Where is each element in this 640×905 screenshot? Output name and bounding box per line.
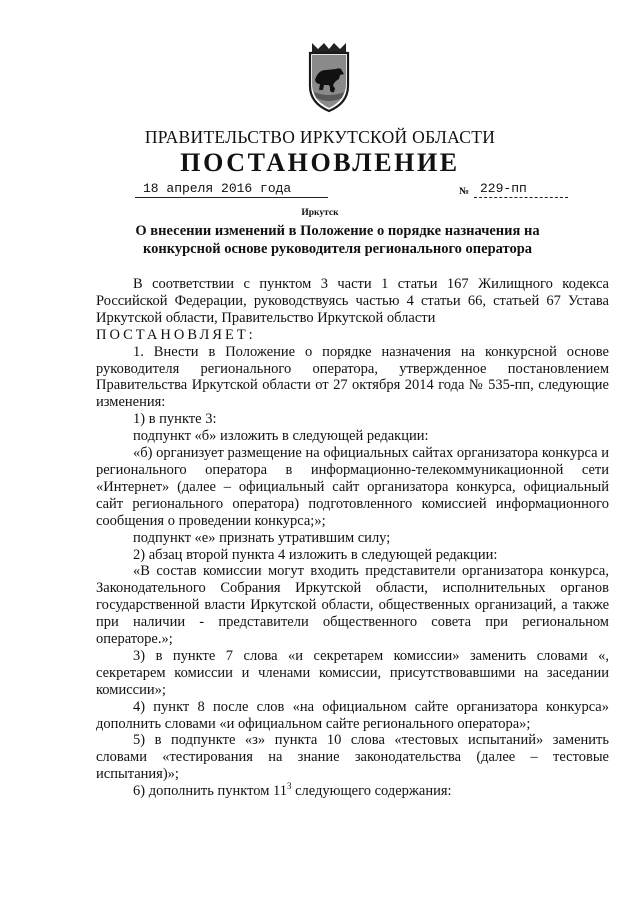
subject-line-1: О внесении изменений в Положение о порядке назначения на	[135, 223, 540, 239]
subitem-2-text: «В состав комиссии могут входить представители организатора конкурса, Законодательного Собрания Иркутской области, исполнительных органов государственной власти Иркутской области, общественных организаций, а также при наличии - представители общественного совета при региональном операторе.»;	[96, 563, 609, 648]
subitem-3-paragraph: 3) в пункте 7 слова «и секретарем комиссии» заменить словами «, секретарем комиссии и членами комиссии, присутствовавшими на заседании комиссии»;	[96, 647, 609, 698]
preamble-paragraph: В соответствии с пунктом 3 части 1 статьи 167 Жилищного кодекса Российской Федерации, руководствуясь частью 4 статьи 66, статьей 67 Устава Иркутской области, Правительство Иркутской области	[96, 276, 609, 326]
subitem-1-b-text: «б) организует размещение на официальных сайтах организатора конкурса и регионального оператора в информационно-телекоммуникационной сети «Интернет» (далее – официальный сайт организатора конкурса, официальный сайт регионального оператора) подготовленного комиссией информационного сообщения о проведении конкурса;»;	[96, 445, 609, 529]
document-number: 229-пп	[474, 181, 568, 198]
subitem-2-paragraph: 2) абзац второй пункта 4 изложить в следующей редакции:	[133, 546, 498, 563]
subitem-1-e-paragraph: подпункт «е» признать утратившим силу;	[133, 529, 391, 546]
document-type-title: ПОСТАНОВЛЕНИЕ	[180, 148, 460, 177]
subitem-6-text: 6) дополнить пунктом 11	[133, 783, 287, 800]
subitem-6-paragraph	[96, 783, 609, 800]
document-body	[96, 276, 609, 800]
document-subject	[110, 222, 565, 258]
subitem-6-superscript: 3	[287, 781, 292, 792]
subitem-4-paragraph: 4) пункт 8 после слов «на официальном сайте организатора конкурса» дополнить словами «и официальном сайте регионального оператора»;	[96, 698, 609, 732]
coat-of-arms-emblem	[302, 40, 356, 114]
document-date: 18 апреля 2016 года	[135, 181, 328, 198]
resolves-heading: ПОСТАНОВЛЯЕТ:	[96, 326, 256, 343]
subitem-6-tail: следующего содержания:	[291, 783, 452, 800]
number-sign: №	[459, 186, 470, 197]
subitem-1-paragraph: 1) в пункте 3:	[133, 411, 217, 428]
subject-line-2: конкурсной основе руководителя регионального оператора	[142, 241, 533, 257]
government-title: ПРАВИТЕЛЬСТВО ИРКУТСКОЙ ОБЛАСТИ	[144, 127, 496, 147]
item-1-paragraph: 1. Внести в Положение о порядке назначения на конкурсной основе руководителя регионального оператора, утвержденное постановлением Правительства Иркутской области от 27 октября 2014 года № 535-пп, следующие изменения:	[96, 343, 609, 411]
subitem-1-b-intro: подпункт «б» изложить в следующей редакции:	[133, 428, 429, 445]
city-label: Иркутск	[301, 208, 339, 218]
subitem-5-paragraph: 5) в подпункте «з» пункта 10 слова «тестовых испытаний» заменить словами «тестирования на знание законодательства (далее – тестовые испытания)»;	[96, 732, 609, 783]
